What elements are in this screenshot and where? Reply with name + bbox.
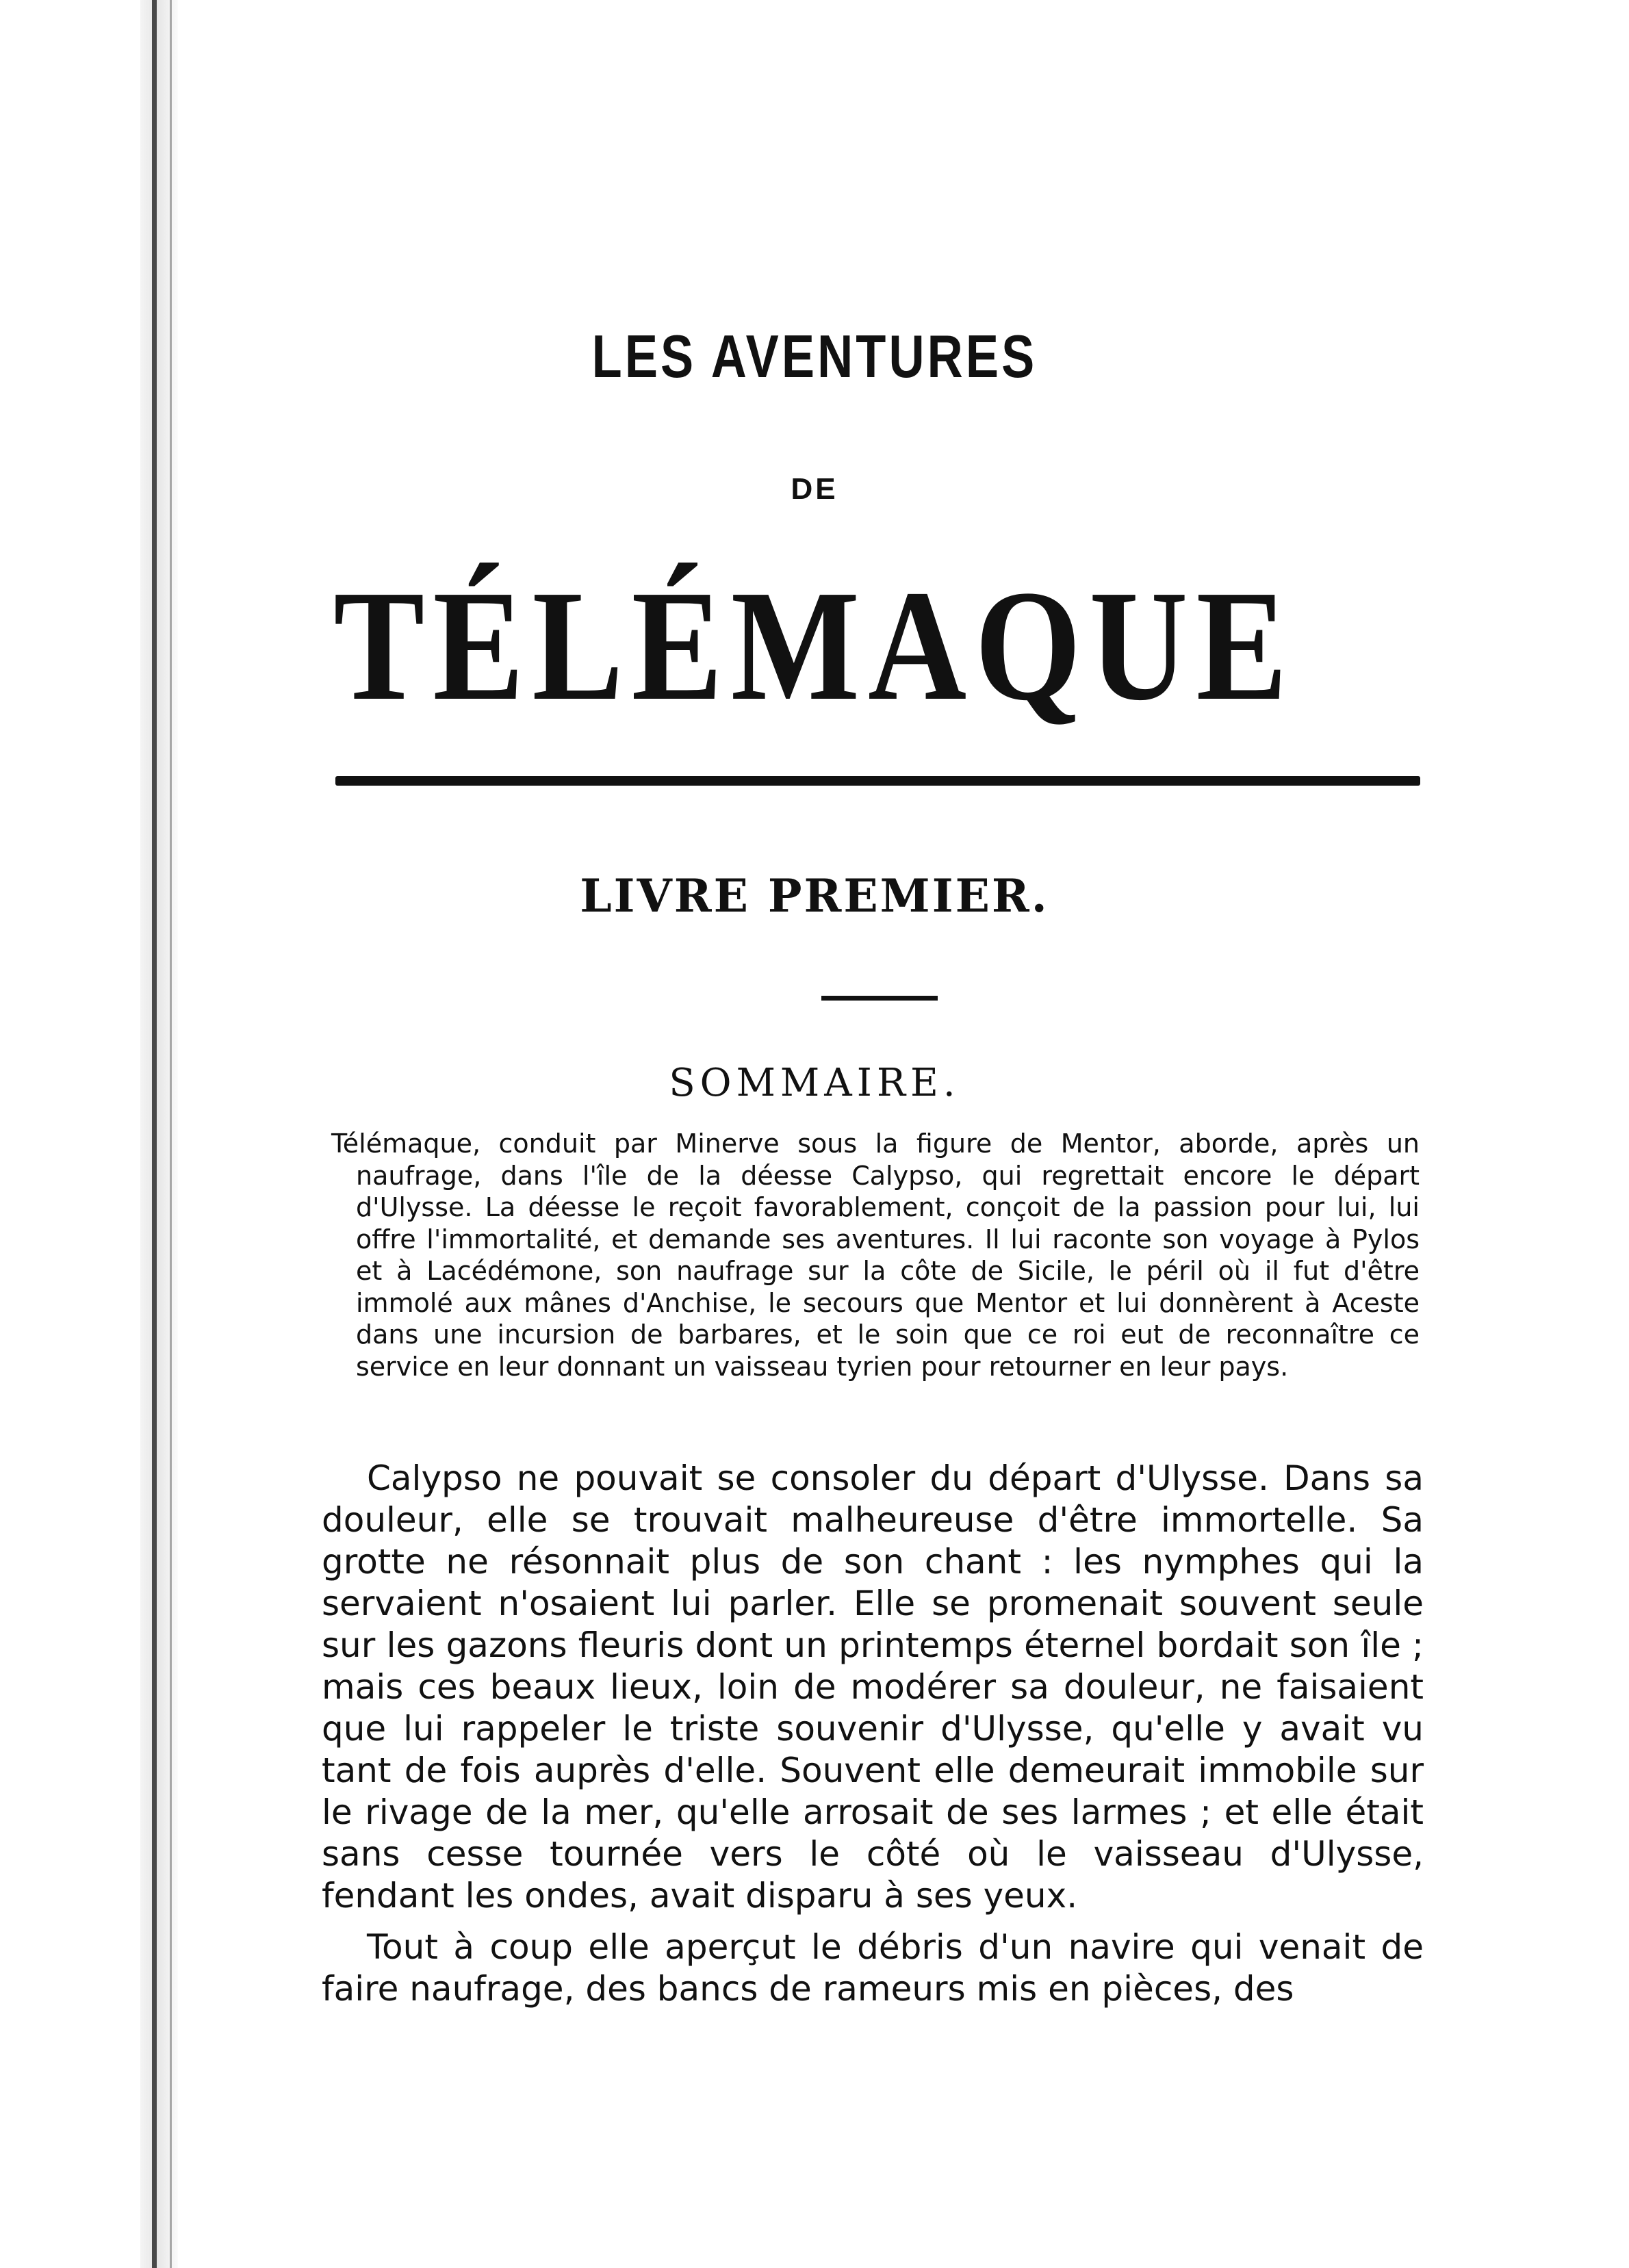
summary-block bbox=[331, 1128, 1420, 1382]
book-title-line-2: DE bbox=[791, 472, 838, 506]
summary-text: Télémaque, conduit par Minerve sous la figure de Mentor, aborde, après un naufrage, dans l'île de la déesse Calypso, qui regrettait encore le départ d'Ulysse. La déesse le reçoit favorablement, conçoit de la passion pour lui, lui offre l'immortalité, et demande ses aventures. Il lui raconte son voyage à Pylos et à Lacédémone, son naufrage sur la côte de Sicile, le péril où il fut d'être immolé aux mânes d'Anchise, le secours que Mentor et lui donnèrent à Aceste dans une incursion de barbares, et le soin que ce roi eut de reconnaître ce service en leur donnant un vaisseau tyrien pour retourner en leur pays. bbox=[331, 1129, 1420, 1382]
summary-heading: SOMMAIRE. bbox=[669, 1061, 960, 1105]
book-title-main: TÉLÉMAQUE bbox=[333, 558, 1296, 734]
chapter-heading: LIVRE PREMIER. bbox=[580, 869, 1049, 923]
chapter-rule bbox=[821, 996, 938, 1001]
paragraph-2: Tout à coup elle aperçut le débris d'un navire qui venait de faire naufrage, des bancs de rameurs mis en pièces, des bbox=[322, 1927, 1424, 2009]
title-rule bbox=[335, 776, 1420, 786]
paragraph-1: Calypso ne pouvait se consoler du départ d'Ulysse. Dans sa douleur, elle se trouvait malheureuse d'être immortelle. Sa grotte ne résonnait plus de son chant : les nymphes qui la servaient n'osaient lui parler. Elle se promenait souvent seule sur les gazons fleuris dont un printemps éternel bordait son île ; mais ces beaux lieux, loin de modérer sa douleur, ne faisaient que lui rappeler le triste souvenir d'Ulysse, qu'elle y avait vu tant de fois auprès d'elle. Souvent elle demeurait immobile sur le rivage de la mer, qu'elle arrosait de ses larmes ; et elle était sans cesse tournée vers le côté où le vaisseau d'Ulysse, fendant les ondes, avait disparu à ses yeux. bbox=[322, 1458, 1424, 1916]
book-title-line-1: LES AVENTURES bbox=[591, 322, 1038, 390]
body-text bbox=[322, 1458, 1424, 2010]
